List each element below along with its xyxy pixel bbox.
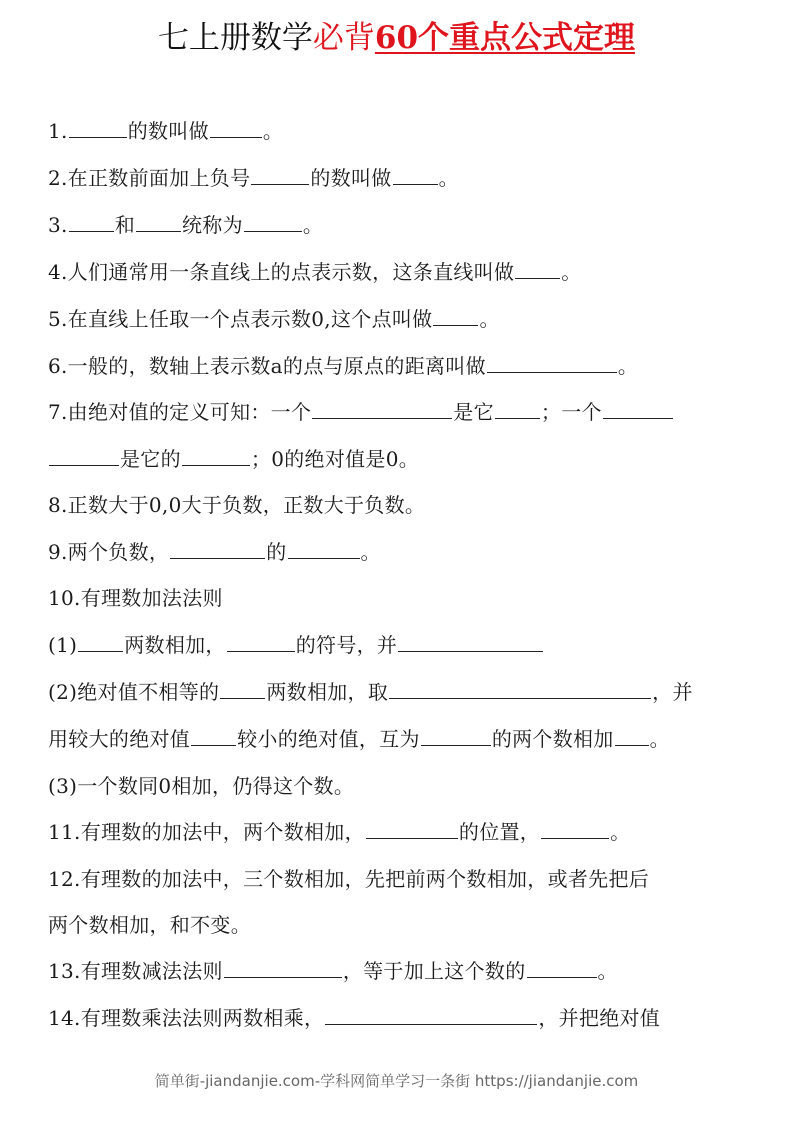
fill-in-blank[interactable] — [393, 166, 438, 185]
line-text: 和 — [114, 213, 135, 237]
worksheet-line — [48, 259, 582, 285]
line-text: 11.有理数的加法中，两个数相加， — [48, 820, 365, 844]
line-text: 3. — [48, 213, 68, 237]
line-text: 用较大的绝对值 — [48, 727, 191, 751]
line-text: 的两个数相加 — [491, 727, 614, 751]
line-text: (2)绝对值不相等的 — [48, 680, 220, 704]
fill-in-blank[interactable] — [527, 959, 597, 978]
line-text: 的数叫做 — [127, 119, 209, 143]
worksheet-line — [48, 212, 323, 238]
line-text: 的 — [266, 540, 287, 564]
line-text: (3)一个数同0相加，仍得这个数。 — [48, 774, 355, 798]
line-text: 的数叫做 — [310, 166, 392, 190]
fill-in-blank[interactable] — [182, 447, 250, 466]
title-grade: 七上册数学 — [157, 20, 313, 56]
worksheet-line — [48, 492, 425, 518]
fill-in-blank[interactable] — [515, 260, 560, 279]
line-text: 5.在直线上任取一个点表示数0,这个点叫做 — [48, 307, 433, 331]
title-formulas: 60个重点公式定理 — [374, 20, 636, 56]
line-text: 10.有理数加法法则 — [48, 586, 223, 610]
line-text: 2.在正数前面加上负号 — [48, 166, 251, 190]
line-text: 12.有理数的加法中，三个数相加，先把前两个数相加，或者先把后 — [48, 867, 650, 891]
fill-in-blank[interactable] — [288, 540, 360, 559]
footer-watermark: 简单街-jiandanjie.com-学科网简单学习一条街 https://jiandanjie.com — [154, 1072, 639, 1090]
fill-in-blank[interactable] — [69, 213, 114, 232]
line-text: 8.正数大于0,0大于负数，正数大于负数。 — [48, 493, 426, 517]
worksheet-line — [48, 165, 459, 191]
fill-in-blank[interactable] — [136, 213, 181, 232]
fill-in-blank[interactable] — [398, 633, 543, 652]
worksheet-line — [48, 726, 670, 752]
line-text: ；一个 — [540, 400, 602, 424]
fill-in-blank[interactable] — [325, 1006, 537, 1025]
fill-in-blank[interactable] — [487, 354, 617, 373]
line-text: 。 — [597, 959, 618, 983]
fill-in-blank[interactable] — [251, 166, 309, 185]
fill-in-blank[interactable] — [541, 820, 609, 839]
line-text: 1. — [48, 119, 68, 143]
fill-in-blank[interactable] — [224, 959, 342, 978]
worksheet-line — [48, 912, 251, 938]
line-text: 9.两个负数， — [48, 540, 170, 564]
line-text: 7.由绝对值的定义可知：一个 — [48, 400, 312, 424]
worksheet-line — [48, 399, 674, 425]
line-text: (1) — [48, 633, 78, 657]
line-text: 。 — [561, 260, 582, 284]
fill-in-blank[interactable] — [244, 213, 302, 232]
worksheet-line — [48, 773, 354, 799]
line-text: 两数相加，取 — [266, 680, 389, 704]
line-text: 是它 — [453, 400, 494, 424]
worksheet-line — [48, 585, 223, 611]
fill-in-blank[interactable] — [69, 119, 127, 138]
line-text: 。 — [302, 213, 324, 237]
fill-in-blank[interactable] — [433, 307, 478, 326]
line-text: 。 — [438, 166, 459, 190]
line-text: 较小的绝对值，互为 — [237, 727, 420, 751]
fill-in-blank[interactable] — [227, 633, 295, 652]
fill-in-blank[interactable] — [603, 400, 673, 419]
line-text: 。 — [360, 540, 381, 564]
fill-in-blank[interactable] — [366, 820, 458, 839]
fill-in-blank[interactable] — [191, 727, 236, 746]
title-must-memorize: 必背 — [312, 20, 375, 56]
line-text: 的位置， — [458, 820, 541, 844]
line-text: ，并 — [652, 680, 693, 704]
line-text: 两个数相加，和不变。 — [48, 913, 251, 937]
line-text: 。 — [479, 307, 500, 331]
line-text: 的符号，并 — [295, 633, 398, 657]
worksheet-line — [48, 958, 618, 984]
fill-in-blank[interactable] — [615, 727, 649, 746]
line-text: 。 — [617, 354, 639, 378]
line-text: 。 — [610, 820, 631, 844]
worksheet-line — [48, 118, 283, 144]
worksheet-line — [48, 353, 638, 379]
worksheet-line — [48, 1005, 660, 1031]
worksheet-line — [48, 539, 381, 565]
line-text: 是它的 — [120, 447, 181, 471]
line-text: ；0的绝对值是0。 — [250, 447, 420, 471]
line-text: 。 — [262, 119, 284, 143]
fill-in-blank[interactable] — [210, 119, 262, 138]
worksheet-line — [48, 446, 419, 472]
line-text: 。 — [649, 727, 670, 751]
line-text: 统称为 — [182, 213, 243, 237]
fill-in-blank[interactable] — [220, 680, 265, 699]
fill-in-blank[interactable] — [389, 680, 651, 699]
line-text: ，等于加上这个数的 — [342, 959, 526, 983]
line-text: 两数相加， — [124, 633, 226, 657]
line-text: 6.一般的，数轴上表示数a的点与原点的距离叫做 — [48, 354, 486, 378]
fill-in-blank[interactable] — [78, 633, 123, 652]
worksheet-line — [48, 819, 630, 845]
fill-in-blank[interactable] — [495, 400, 540, 419]
fill-in-blank[interactable] — [421, 727, 491, 746]
worksheet-line — [48, 306, 500, 332]
line-text: 4.人们通常用一条直线上的点表示数，这条直线叫做 — [48, 260, 515, 284]
line-text: 14.有理数乘法法则两数相乘， — [48, 1006, 325, 1030]
page-title — [0, 18, 793, 58]
worksheet-line — [48, 866, 649, 892]
line-text: 13.有理数减法法则 — [48, 959, 223, 983]
fill-in-blank[interactable] — [170, 540, 265, 559]
fill-in-blank[interactable] — [49, 447, 119, 466]
worksheet-line — [48, 679, 693, 705]
worksheet-line — [48, 632, 544, 658]
line-text: ，并把绝对值 — [538, 1006, 661, 1030]
fill-in-blank[interactable] — [312, 400, 452, 419]
